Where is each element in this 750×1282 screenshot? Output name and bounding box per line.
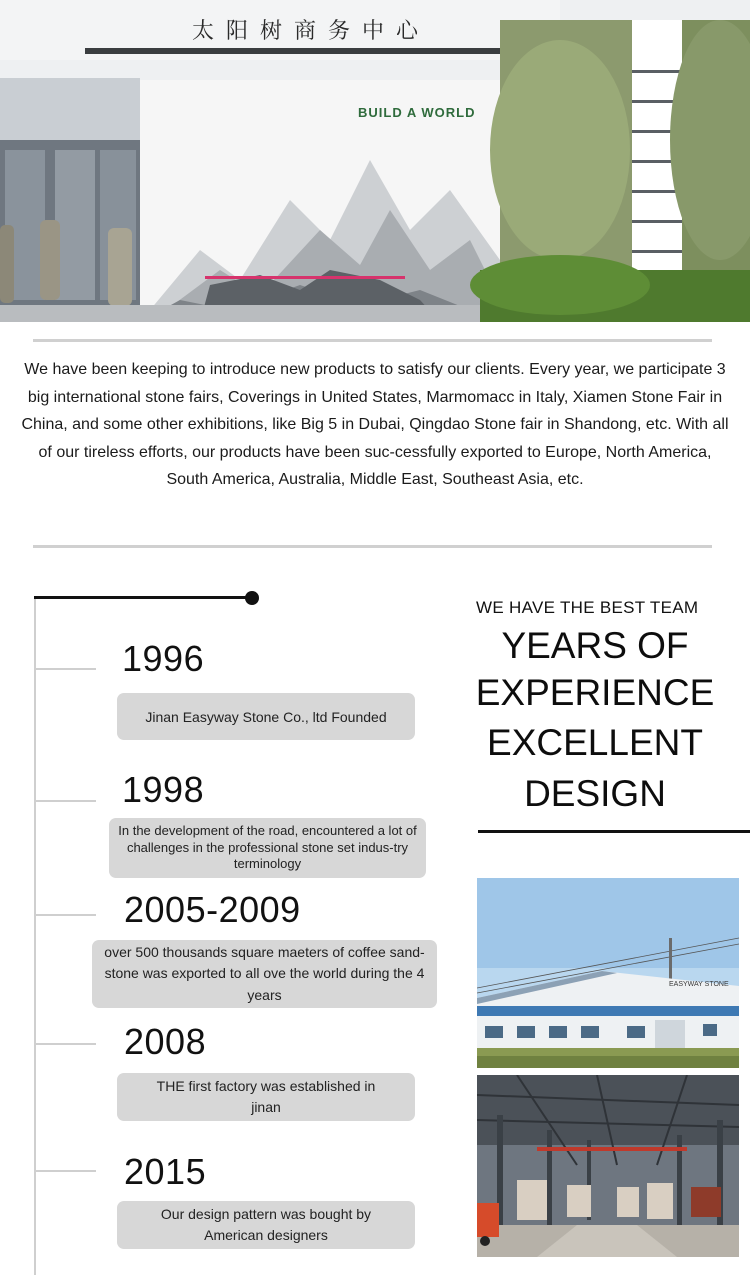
factory-exterior-photo — [477, 878, 739, 1068]
intro-bottom-divider — [33, 545, 712, 548]
timeline-start-dot — [245, 591, 259, 605]
timeline-year: 1996 — [122, 638, 205, 679]
timeline-tick — [36, 668, 96, 670]
build-a-world-sign: BUILD A WORLD — [358, 105, 476, 120]
timeline-event-text: THE first factory was established in jinan — [156, 1078, 376, 1115]
factory-sign-text: EASYWAY STONE — [669, 981, 729, 988]
timeline-tick — [36, 914, 96, 916]
timeline-year: 2008 — [124, 1021, 207, 1062]
factory-interior-photo — [477, 1075, 739, 1257]
timeline-event-text: over 500 thousands square maeters of coffee sand-stone was exported to all ove the world during the 4 years — [104, 943, 425, 1003]
timeline-event — [117, 1201, 415, 1249]
hero-building-photo — [0, 0, 750, 322]
factory-interior-illustration — [477, 1075, 739, 1257]
timeline-tick — [36, 1170, 96, 1172]
intro-top-divider — [33, 339, 712, 342]
timeline-tick — [36, 1043, 96, 1045]
timeline-event — [117, 1073, 415, 1121]
chinese-building-sign: 太阳树商务中心 — [192, 19, 431, 44]
timeline-event — [117, 693, 415, 740]
headline-divider — [478, 830, 750, 833]
headline-experience: EXPERIENCE — [475, 672, 715, 713]
timeline-event-text: Our design pattern was bought by American designers — [160, 1206, 372, 1243]
timeline-tick — [36, 800, 96, 802]
timeline-axis — [34, 597, 36, 1275]
timeline-event — [92, 940, 437, 1008]
timeline-top-bar — [34, 596, 252, 599]
intro-paragraph: We have been keeping to introduce new products to satisfy our clients. Every year, we participate 3 big international stone fairs, Coverings in United States, Marmomacc in Italy, Xiamen Stone Fair in China, and some other exhibitions, like Big 5 in Dubai, Qingdao Stone fair in Shandong, etc. With all of our tireless efforts, our products have been suc-cessfully exported to Europe, North America, South America, Australia, Middle East, Southeast Asia, etc. — [21, 361, 729, 489]
headline-excellent: EXCELLENT — [487, 722, 703, 763]
timeline-event-text: In the development of the road, encountered a lot of challenges in the professional stone set indus-try terminology — [118, 823, 417, 872]
timeline-event — [109, 818, 426, 878]
timeline-year: 2005-2009 — [124, 889, 301, 930]
timeline-event-text: Jinan Easyway Stone Co., ltd Founded — [145, 708, 387, 725]
headline-years-of: YEARS OF — [501, 625, 689, 666]
timeline-year: 2015 — [124, 1151, 207, 1192]
team-tagline: WE HAVE THE BEST TEAM — [476, 598, 699, 617]
headline-design: DESIGN — [524, 773, 666, 814]
timeline-year: 1998 — [122, 769, 205, 810]
building-illustration — [0, 0, 750, 322]
factory-exterior-illustration — [477, 878, 739, 1068]
